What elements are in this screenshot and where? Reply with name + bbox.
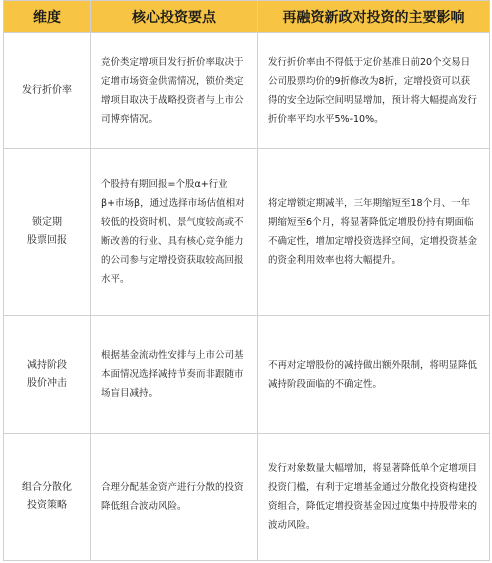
impact-text: 不再对定增股份的减持做出额外限制，将明显降低减持阶段面临的不确定性。 [268,359,478,390]
dimension-label: 组合分散化 投资策略 [22,482,72,511]
table-row [4,33,490,149]
header-dimension: 维度 [4,1,91,33]
points-text: 根据基金流动性安排与上市公司基本面情况选择减持节奏而非跟随市场盲目减持。 [101,350,244,399]
comparison-table-container [3,0,489,561]
points-text: 竞价类定增项目发行折价率取决于定增市场资金供需情况，锁价类定增项目取决于战略投资者与上市公司博弈情况。 [101,56,244,125]
points-cell [91,149,258,316]
dimension-cell [4,316,91,434]
points-text: 个股持有期回报=个股α+行业β+市场β，通过选择市场估值相对较低的投资时机、景气度较高或不断改善的行业、具有核心竞争能力的公司参与定增投资获取较高回报水平。 [101,179,245,285]
dimension-label: 锁定期 股票回报 [27,217,67,246]
comparison-table [3,0,490,561]
points-text: 合理分配基金资产进行分散的投资降低组合波动风险。 [101,482,244,512]
header-policy-impact: 再融资新政对投资的主要影响 [258,1,490,33]
points-cell [91,33,258,149]
table-row [4,316,490,434]
impact-text: 发行对象数量大幅增加，将显著降低单个定增项目投资门槛，有利于定增基金通过分散化投资构建投资组合，降低定增投资基金因过度集中持股带来的波动风险。 [268,463,478,531]
dimension-cell [4,434,91,561]
impact-cell [258,33,490,149]
impact-cell [258,316,490,434]
header-row [4,1,490,33]
dimension-cell [4,33,91,149]
impact-cell [258,434,490,561]
impact-cell [258,149,490,316]
impact-text: 发行折价率由不得低于定价基准日前20个交易日公司股票均价的9折修改为8折，定增投资可以获得的安全边际空间明显增加，预计将大幅提高发行折价率平均水平5%-10%。 [268,56,478,125]
impact-text: 将定增锁定期减半，三年期缩短至18个月、一年期缩短至6个月，将显著降低定增股份持有期面临不确定性，增加定增投资选择空间，定增投资基金的资金利用效率也将大幅提升。 [268,198,478,266]
table-row [4,434,490,561]
points-cell [91,434,258,561]
dimension-cell [4,149,91,316]
points-cell [91,316,258,434]
header-core-points: 核心投资要点 [91,1,258,33]
table-row [4,149,490,316]
dimension-label: 发行折价率 [22,84,72,96]
dimension-label: 减持阶段 股价冲击 [27,359,67,389]
